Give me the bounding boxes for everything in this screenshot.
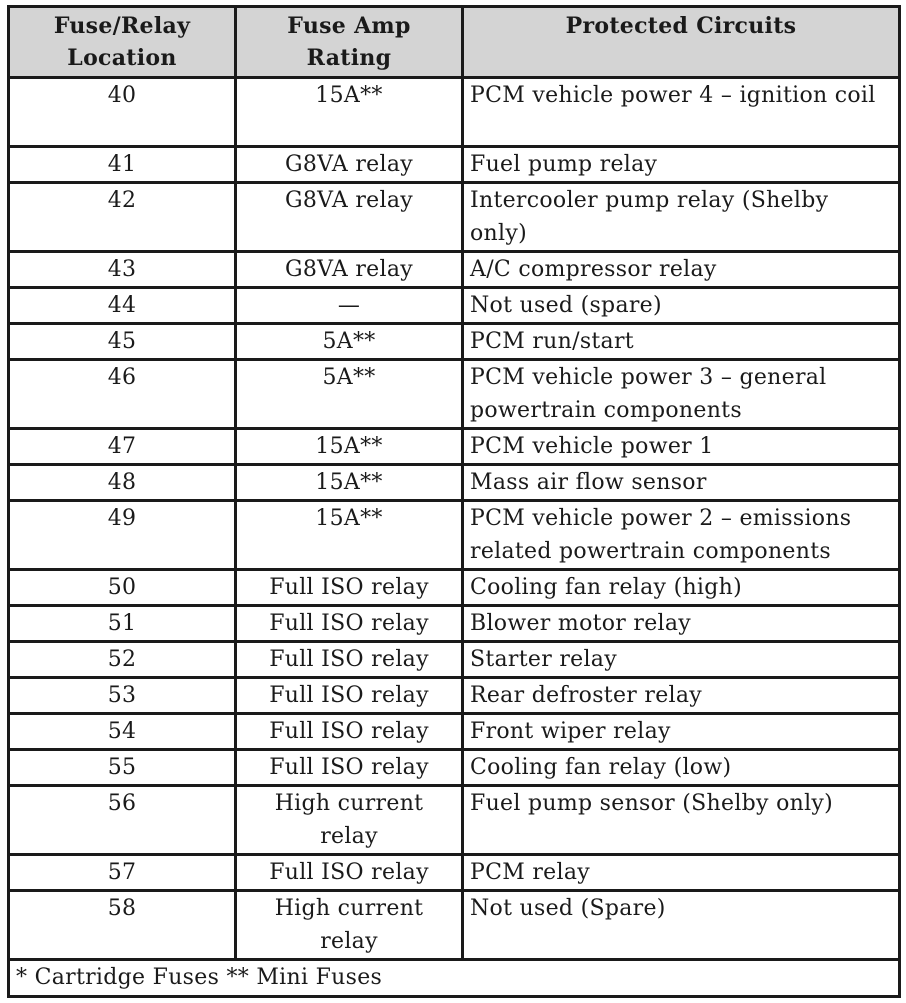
cell-location: 40 <box>9 78 236 147</box>
table-row <box>9 78 900 147</box>
cell-rating: Full ISO relay <box>236 642 463 678</box>
table-row <box>9 714 900 750</box>
cell-circuits: Blower motor relay <box>463 606 900 642</box>
cell-circuits: PCM vehicle power 1 <box>463 429 900 465</box>
cell-circuits: Cooling fan relay (high) <box>463 570 900 606</box>
cell-rating: High current relay <box>236 891 463 960</box>
cell-rating: 5A** <box>236 324 463 360</box>
table-row <box>9 252 900 288</box>
cell-location: 50 <box>9 570 236 606</box>
cell-rating: 15A** <box>236 78 463 147</box>
cell-location: 51 <box>9 606 236 642</box>
cell-circuits: Not used (Spare) <box>463 891 900 960</box>
cell-location: 56 <box>9 786 236 855</box>
table-row <box>9 642 900 678</box>
table-row <box>9 147 900 183</box>
cell-location: 52 <box>9 642 236 678</box>
cell-circuits: Not used (spare) <box>463 288 900 324</box>
cell-location: 45 <box>9 324 236 360</box>
cell-circuits: A/C compressor relay <box>463 252 900 288</box>
cell-circuits: Intercooler pump relay (Shelby only) <box>463 183 900 252</box>
cell-location: 47 <box>9 429 236 465</box>
cell-rating: Full ISO relay <box>236 570 463 606</box>
header-location: Fuse/Relay Location <box>9 7 236 78</box>
table-row <box>9 855 900 891</box>
footnote: * Cartridge Fuses ** Mini Fuses <box>9 960 900 997</box>
table-row <box>9 891 900 960</box>
header-rating: Fuse Amp Rating <box>236 7 463 78</box>
cell-rating: 5A** <box>236 360 463 429</box>
cell-location: 58 <box>9 891 236 960</box>
table-row <box>9 324 900 360</box>
table-row <box>9 465 900 501</box>
cell-location: 46 <box>9 360 236 429</box>
cell-rating: 15A** <box>236 429 463 465</box>
cell-circuits: Cooling fan relay (low) <box>463 750 900 786</box>
fuse-table <box>7 5 901 998</box>
cell-circuits: Starter relay <box>463 642 900 678</box>
header-row <box>9 7 900 78</box>
cell-rating: G8VA relay <box>236 252 463 288</box>
cell-location: 48 <box>9 465 236 501</box>
table-row <box>9 429 900 465</box>
cell-rating: Full ISO relay <box>236 714 463 750</box>
cell-location: 55 <box>9 750 236 786</box>
cell-location: 53 <box>9 678 236 714</box>
cell-rating: Full ISO relay <box>236 606 463 642</box>
table-row <box>9 678 900 714</box>
table-row <box>9 606 900 642</box>
table-row <box>9 501 900 570</box>
cell-location: 43 <box>9 252 236 288</box>
cell-circuits: PCM vehicle power 3 – general powertrain components <box>463 360 900 429</box>
cell-rating: 15A** <box>236 465 463 501</box>
cell-location: 42 <box>9 183 236 252</box>
table-row <box>9 750 900 786</box>
cell-rating: Full ISO relay <box>236 855 463 891</box>
cell-circuits: PCM relay <box>463 855 900 891</box>
cell-location: 41 <box>9 147 236 183</box>
cell-circuits: PCM vehicle power 4 – ignition coil <box>463 78 900 147</box>
cell-circuits: Rear defroster relay <box>463 678 900 714</box>
table-row <box>9 570 900 606</box>
cell-rating: 15A** <box>236 501 463 570</box>
cell-circuits: Front wiper relay <box>463 714 900 750</box>
table-row <box>9 183 900 252</box>
table-row <box>9 288 900 324</box>
cell-rating: Full ISO relay <box>236 678 463 714</box>
cell-location: 44 <box>9 288 236 324</box>
cell-circuits: PCM run/start <box>463 324 900 360</box>
cell-location: 57 <box>9 855 236 891</box>
cell-rating: — <box>236 288 463 324</box>
header-circuits: Protected Circuits <box>463 7 900 78</box>
cell-circuits: PCM vehicle power 2 – emissions related powertrain components <box>463 501 900 570</box>
footnote-row <box>9 960 900 997</box>
table-row <box>9 360 900 429</box>
cell-location: 49 <box>9 501 236 570</box>
cell-rating: Full ISO relay <box>236 750 463 786</box>
table-row <box>9 786 900 855</box>
cell-circuits: Mass air flow sensor <box>463 465 900 501</box>
cell-rating: G8VA relay <box>236 147 463 183</box>
cell-rating: High current relay <box>236 786 463 855</box>
cell-rating: G8VA relay <box>236 183 463 252</box>
cell-circuits: Fuel pump relay <box>463 147 900 183</box>
cell-location: 54 <box>9 714 236 750</box>
cell-circuits: Fuel pump sensor (Shelby only) <box>463 786 900 855</box>
